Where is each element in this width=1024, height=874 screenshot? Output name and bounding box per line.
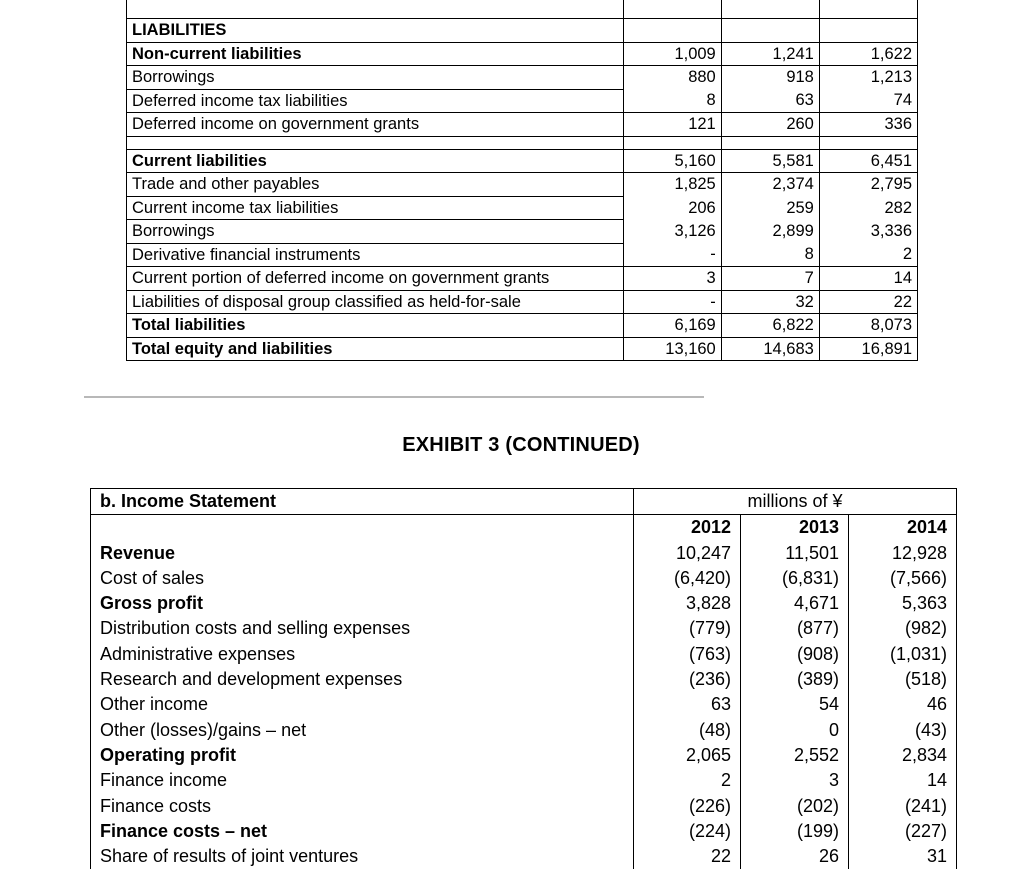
table-cell: 63 bbox=[634, 692, 741, 717]
row-label: Finance costs bbox=[91, 794, 634, 819]
table-cell bbox=[127, 0, 624, 19]
table-cell: 13,160 bbox=[623, 337, 721, 361]
table-cell: 918 bbox=[721, 66, 819, 90]
table-row bbox=[91, 718, 957, 743]
table-cell: (227) bbox=[849, 819, 957, 844]
table-cell: (43) bbox=[849, 718, 957, 743]
table-cell: (982) bbox=[849, 616, 957, 641]
table-cell: 121 bbox=[623, 113, 721, 137]
table-cell: (224) bbox=[634, 819, 741, 844]
table-cell: 32 bbox=[721, 290, 819, 314]
table-cell: (6,831) bbox=[741, 566, 849, 591]
table-cell: 22 bbox=[634, 844, 741, 869]
row-label: Trade and other payables bbox=[127, 173, 624, 197]
table-cell: 3,336 bbox=[819, 220, 917, 244]
table-cell: 5,160 bbox=[623, 149, 721, 173]
table-cell: - bbox=[623, 290, 721, 314]
cropped-text-line bbox=[84, 394, 704, 400]
table-cell: (199) bbox=[741, 819, 849, 844]
table-cell: 336 bbox=[819, 113, 917, 137]
table-cell: (6,420) bbox=[634, 566, 741, 591]
table-cell: (226) bbox=[634, 794, 741, 819]
table-row bbox=[91, 642, 957, 667]
table-cell: (48) bbox=[634, 718, 741, 743]
row-label: Current income tax liabilities bbox=[127, 196, 624, 220]
table-cell: 31 bbox=[849, 844, 957, 869]
table-cell: 1,825 bbox=[623, 173, 721, 197]
current-liabilities-label: Current liabilities bbox=[127, 149, 624, 173]
table-cell: 5,581 bbox=[721, 149, 819, 173]
table-cell: (236) bbox=[634, 667, 741, 692]
table-cell: 63 bbox=[721, 89, 819, 113]
table-cell: 260 bbox=[721, 113, 819, 137]
table-cell: (241) bbox=[849, 794, 957, 819]
table-cell bbox=[819, 0, 917, 19]
row-label: Share of results of joint ventures bbox=[91, 844, 634, 869]
units-label: millions of ¥ bbox=[634, 489, 957, 515]
non-current-liabilities-label: Non-current liabilities bbox=[127, 42, 624, 66]
table-cell: 2 bbox=[819, 243, 917, 267]
table-cell: 3 bbox=[741, 768, 849, 793]
table-cell: 259 bbox=[721, 196, 819, 220]
row-label: Borrowings bbox=[127, 220, 624, 244]
liabilities-heading: LIABILITIES bbox=[127, 19, 624, 43]
row-label: Gross profit bbox=[91, 591, 634, 616]
table-cell: 54 bbox=[741, 692, 849, 717]
table-row bbox=[91, 566, 957, 591]
table-cell: 22 bbox=[819, 290, 917, 314]
year-header: 2013 bbox=[741, 515, 849, 541]
table-cell: 14 bbox=[849, 768, 957, 793]
row-label: Other income bbox=[91, 692, 634, 717]
table-cell: 8 bbox=[623, 89, 721, 113]
table-cell: 1,009 bbox=[623, 42, 721, 66]
row-label: Research and development expenses bbox=[91, 667, 634, 692]
table-cell: 14,683 bbox=[721, 337, 819, 361]
table-cell: 4,671 bbox=[741, 591, 849, 616]
table-row bbox=[91, 616, 957, 641]
row-label: Operating profit bbox=[91, 743, 634, 768]
table-cell: (202) bbox=[741, 794, 849, 819]
total-liabilities-label: Total liabilities bbox=[127, 314, 624, 338]
year-header: 2012 bbox=[634, 515, 741, 541]
table-row bbox=[91, 692, 957, 717]
exhibit-title: EXHIBIT 3 (CONTINUED) bbox=[402, 434, 640, 456]
table-cell: 880 bbox=[623, 66, 721, 90]
table-row bbox=[91, 794, 957, 819]
row-label: Administrative expenses bbox=[91, 642, 634, 667]
table-cell: (389) bbox=[741, 667, 849, 692]
table-cell: 10,247 bbox=[634, 541, 741, 566]
table-cell: 2,834 bbox=[849, 743, 957, 768]
table-cell: 2,374 bbox=[721, 173, 819, 197]
row-label: Revenue bbox=[91, 541, 634, 566]
table-row bbox=[91, 591, 957, 616]
table-cell: 0 bbox=[741, 718, 849, 743]
table-cell: 3 bbox=[623, 267, 721, 291]
income-statement-title: b. Income Statement bbox=[91, 489, 634, 515]
table-row bbox=[91, 667, 957, 692]
table-row bbox=[91, 819, 957, 844]
table-cell: 14 bbox=[819, 267, 917, 291]
table-cell: 74 bbox=[819, 89, 917, 113]
row-label: Derivative financial instruments bbox=[127, 243, 624, 267]
table-cell: 7 bbox=[721, 267, 819, 291]
row-label: Finance income bbox=[91, 768, 634, 793]
row-label: Other (losses)/gains – net bbox=[91, 718, 634, 743]
table-cell: 2 bbox=[634, 768, 741, 793]
row-label: Current portion of deferred income on government grants bbox=[127, 267, 624, 291]
table-cell: (908) bbox=[741, 642, 849, 667]
table-cell: 2,795 bbox=[819, 173, 917, 197]
year-header: 2014 bbox=[849, 515, 957, 541]
row-label: Deferred income tax liabilities bbox=[127, 89, 624, 113]
table-cell: 5,363 bbox=[849, 591, 957, 616]
row-label: Finance costs – net bbox=[91, 819, 634, 844]
table-cell: 1,622 bbox=[819, 42, 917, 66]
table-cell: (7,566) bbox=[849, 566, 957, 591]
row-label: Distribution costs and selling expenses bbox=[91, 616, 634, 641]
table-cell bbox=[623, 0, 721, 19]
table-cell: 282 bbox=[819, 196, 917, 220]
table-cell: 16,891 bbox=[819, 337, 917, 361]
income-statement-table bbox=[90, 488, 957, 869]
table-cell: 2,552 bbox=[741, 743, 849, 768]
table-cell: 2,899 bbox=[721, 220, 819, 244]
balance-sheet-liabilities-table bbox=[126, 0, 918, 361]
table-cell: 6,169 bbox=[623, 314, 721, 338]
table-row bbox=[91, 768, 957, 793]
table-cell: 6,822 bbox=[721, 314, 819, 338]
table-cell: 1,213 bbox=[819, 66, 917, 90]
table-cell: 206 bbox=[623, 196, 721, 220]
total-equity-liabilities-label: Total equity and liabilities bbox=[127, 337, 624, 361]
table-cell bbox=[721, 0, 819, 19]
table-cell: 1,241 bbox=[721, 42, 819, 66]
table-cell: 8,073 bbox=[819, 314, 917, 338]
table-cell: 26 bbox=[741, 844, 849, 869]
table-cell: 6,451 bbox=[819, 149, 917, 173]
table-cell: 46 bbox=[849, 692, 957, 717]
table-cell: 11,501 bbox=[741, 541, 849, 566]
table-cell: (779) bbox=[634, 616, 741, 641]
table-cell: 3,126 bbox=[623, 220, 721, 244]
row-label: Deferred income on government grants bbox=[127, 113, 624, 137]
table-cell: (877) bbox=[741, 616, 849, 641]
table-cell: (1,031) bbox=[849, 642, 957, 667]
table-row bbox=[91, 844, 957, 869]
table-cell: 8 bbox=[721, 243, 819, 267]
row-label: Liabilities of disposal group classified as held-for-sale bbox=[127, 290, 624, 314]
table-cell: 3,828 bbox=[634, 591, 741, 616]
table-cell: (518) bbox=[849, 667, 957, 692]
table-row bbox=[91, 541, 957, 566]
table-cell: 2,065 bbox=[634, 743, 741, 768]
table-cell: - bbox=[623, 243, 721, 267]
row-label: Cost of sales bbox=[91, 566, 634, 591]
row-label: Borrowings bbox=[127, 66, 624, 90]
table-cell: 12,928 bbox=[849, 541, 957, 566]
table-row bbox=[91, 743, 957, 768]
table-cell: (763) bbox=[634, 642, 741, 667]
